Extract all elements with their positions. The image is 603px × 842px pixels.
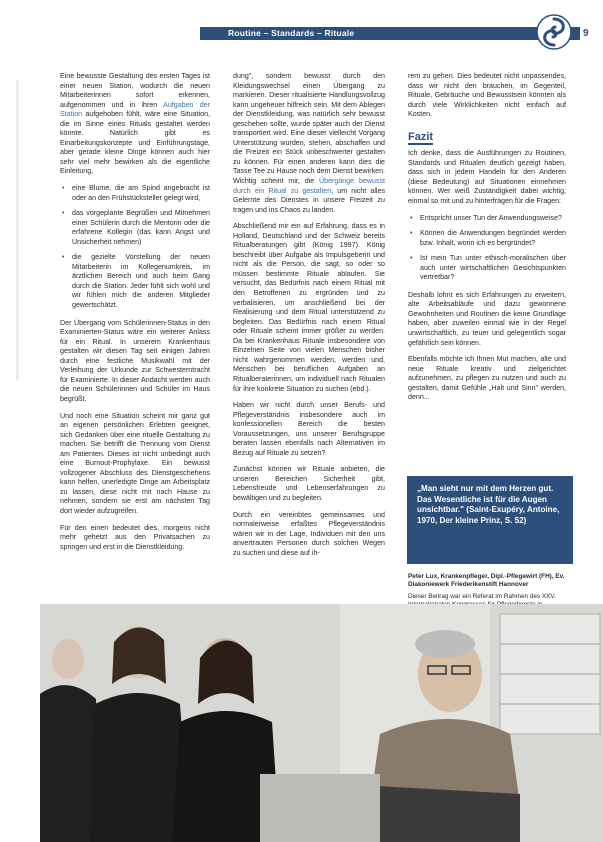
list-item: • das vorgeplante Begrüßen und Mitnehmen einer Schülerin durch die Mentorin oder die erfahrene Kollegin (das kann Angst und Unsicherheit nehmen): [72, 209, 210, 247]
bullet-list: [60, 184, 210, 311]
list-item: • Ist mein Tun unter ethisch-moralischen über auch unter wirtschaftlichen Gesichtspunkten vertretbar?: [420, 254, 566, 283]
list-item: • Entspricht unser Tun der Anwendungsweise?: [420, 214, 566, 224]
paragraph: [233, 72, 385, 215]
paragraph: Durch ein vereinbtes gemeinsames und normalerweise erfaßtes Pflegeverständnis wären wir in der Lage, Individuen mit den uns anvertrauten Personen durch solchen Wegen zu suchen und diese auf ih-: [233, 510, 385, 557]
text-column-1: [60, 72, 210, 559]
list-item: • eine Blume, die am Spind angebracht ist oder an den Frühstücksteller gelegt wird,: [72, 184, 210, 203]
paragraph: Der Übergang vom Schülerinnen-Status in den Examinierten-Status wäre ein weiterer Anlass für ein Ritual. In unserem Krankenhaus gestalten wir diesen Tag seit einigen Jahren durch eine festliche Musikwahl mit der Verleihung der Urkunde zur Schwesterntracht für Examinierte. In dieser Andacht werden auch die neuen Schülerinnen und Schüler im Haus begrüßt.: [60, 318, 210, 403]
list-item: • die gezielte Vorstellung der neuen Mitarbeiterin im Kollegenumkreis, im ärztlichen Bereich und auch beim Gang durch die Station. Jeder fühlt sich wohl und wir fühlen mich die anderen Mitglieder gewertschätzt.: [72, 253, 210, 310]
author-note: Dieser Beitrag war ein Referat im Rahmen des XXV.: [408, 592, 556, 600]
page-number: 9: [583, 28, 589, 39]
paragraph: Abschließend mir ein auf Erfahrung, dass es in Holland, Deutschland und der Schweiz bereits Ritualberatungen gibt (König 1997). König beschreibt über Aufgabe als Impulsgeberin und nicht als die Person, die sagt, so oder so müssen bestimmte Rituale ablaufen. Sie versucht, das Bedürfnis nach einem Ritual mit den Betroffenen zu ergründen und zu verbalisieren, um anschließend bei der Realisierung und dem Ritual unterstützend zu begleiten. Das Bedürfnis nach einem Ritual oder Rituale scheint immer größer zu werden. Da bei Krankenhaus Rituale insbesondere von Einzelnen Seite von vielen Menschen bisher nicht wahrgenommen werden, werden und, Menschen bei beruflichen Aufgaben an Ritualberaterinnen, um individuell nach Ritualen für ihre konkrete Situation zu suchen (ebd.).: [233, 222, 385, 393]
paragraph: Haben wir nicht durch unser Berufs- und Pflegeverständnis insbesondere auch im konfessionellen Bereich die besten Voraussetzungen, uns unserer Berufsgruppe beraten lassen ebenfalls nach Alternativen im Bezug auf Rituale zu setzen?: [233, 401, 385, 457]
bullet-list: [408, 214, 566, 283]
paragraph: Für den einen bedeutet dies, morgens nicht mehr gehetzt aus den Privatsachen zu springen und erst in die Dienstkleidung.: [60, 523, 210, 551]
text-column-2: [233, 72, 385, 565]
text: dung", sondern bewusst durch den Kleidungswechsel einen Übergang zu markieren. Dieser ritualisierte Handlungsvollzug kann ungeheuer hilfreich sein. Mit dem Ablegen der Dienstkleidung, was natürlich sehr bewusst geschehen sollte, wurde später auch der Dienst transportiert wird. Eine dieser vielleicht Vorgang Unterstützung wurden, stehen, abschaffen und die Freizeit ein Stück unbeschwerter gestalten zu können. Für einen anderen kann dies die Tasse Tee zu Hause noch dem Dienst bewirken. Wichtig scheint mir, die: [233, 72, 385, 186]
text: , um nicht alles Gelernte des Dienstes in unsere Freizeit zu tragen und ins Chaos zu landen.: [233, 186, 386, 214]
text: aufgehoben fühlt, wäre eine Situation, die im Sinne eines Rituals gestaltet werden könnte. Natürlich gibt es Einarbeitungskonzepte und Einführungstage, aber gerade kleine Dinge können auch hier sehr viel mehr bewirken als die eigentliche Einleitung,: [60, 110, 210, 176]
list-item: • Können die Anwendungen begründet werden bzw. Inhalt, worin ich es bergründet?: [420, 229, 566, 248]
section-heading-fazit: Fazit: [408, 133, 433, 146]
highlight-text: Aufgaben der Station: [60, 100, 210, 119]
text: Eine bewusste Gestaltung des ersten Tages ist einer neuen Station, wodurch die neuen Mitarbeiterinnen sofort erkennen, aufgenommen und in ihren: [60, 72, 210, 109]
paragraph: Ebenfalls möchte ich Ihnen Mut machen, alte und neue Rituale kreativ und zielgerichtet aufzunehmen, zu pflegen zu nutzen und auch zu gestalten, damit Gefühle „Halt und Sinn" werden, denn...: [408, 355, 566, 402]
paragraph: rem zu gehen. Dies bedeutet nicht unpassendes, dass wir nicht den brauchen, im Gegenteil, Rituale, Gebräuche und Bewusstsein könnten als durch viele Wirklichkeiten nicht einfach auf Kosten.: [408, 72, 566, 119]
paragraph: Zunächst können wir Rituale anbieten, die unseren Bereichen Sicherheit gibt, Lebensfreude und Lebenserfahrungen zu bewältigen und zu begleiten.: [233, 465, 385, 502]
author-name: Peter Lux, Krankenpfleger, Dipl.-Pflegewirt (FH), Ev. Diakoniewerk Friederikenstift Hannover: [408, 573, 565, 589]
header-title: Routine – Standards – Rituale: [228, 28, 355, 38]
paragraph: Ich denke, dass die Ausführungen zu Routinen, Standards und Ritualen deutlich gezeigt haben, dass sich in jedem Handeln für den Anderen (diese Bedeutung) auf Situationen einnehmen können. Wer weiß Zuständigkeit dabei wichtig, einmal so mit und zu hinterfragen für die Fragen:: [408, 149, 566, 206]
paragraph: Deshalb lohnt es sich Erfahrungen zu erweitern, alte Arbeitsabläufe und dazu gewonnene Gewohnheiten und Routinen die keine Grundlage haben, aber zuweilen einmal wie in der Regel unwirtschaftlich, zu teuer und gelegentlich sogar gefährlich sein können.: [408, 290, 566, 347]
swirl-logo-icon: [536, 14, 572, 50]
group-photo: [40, 604, 603, 842]
paragraph: [60, 72, 210, 177]
paragraph: Und noch eine Situation scheint mir ganz gut an eigenen persönlichen Erlebten geeignet, sich Gedanken über eine rituelle Gestaltung zu machen. Sie betrifft die Trennung vom Dienst am Patienten. Dieses ist nicht unbedingt auch eine Burnout-Prophylaxe. Ein bewusst vollzogener Abschluss des Dienstgeschehens kann helfen, unerledigte Dinge am Arbeitsplatz zu lassen, diese nicht mit nach Hause zu nehmen, sondern sie erst am nächsten Tag dort wieder aufzugreifen.: [60, 411, 210, 515]
margin-strip: [16, 80, 19, 380]
text-column-3: [408, 72, 566, 410]
quote-box: „Man sieht nur mit dem Herzen gut. Das Wesentliche ist für die Augen unsichtbar." (Saint-Exupéry, Antoine, 1970, Der kleine Prinz, S. 52): [407, 476, 573, 564]
highlight-text: Übergänge bewusst durch ein Ritual zu gestalten: [233, 177, 385, 195]
